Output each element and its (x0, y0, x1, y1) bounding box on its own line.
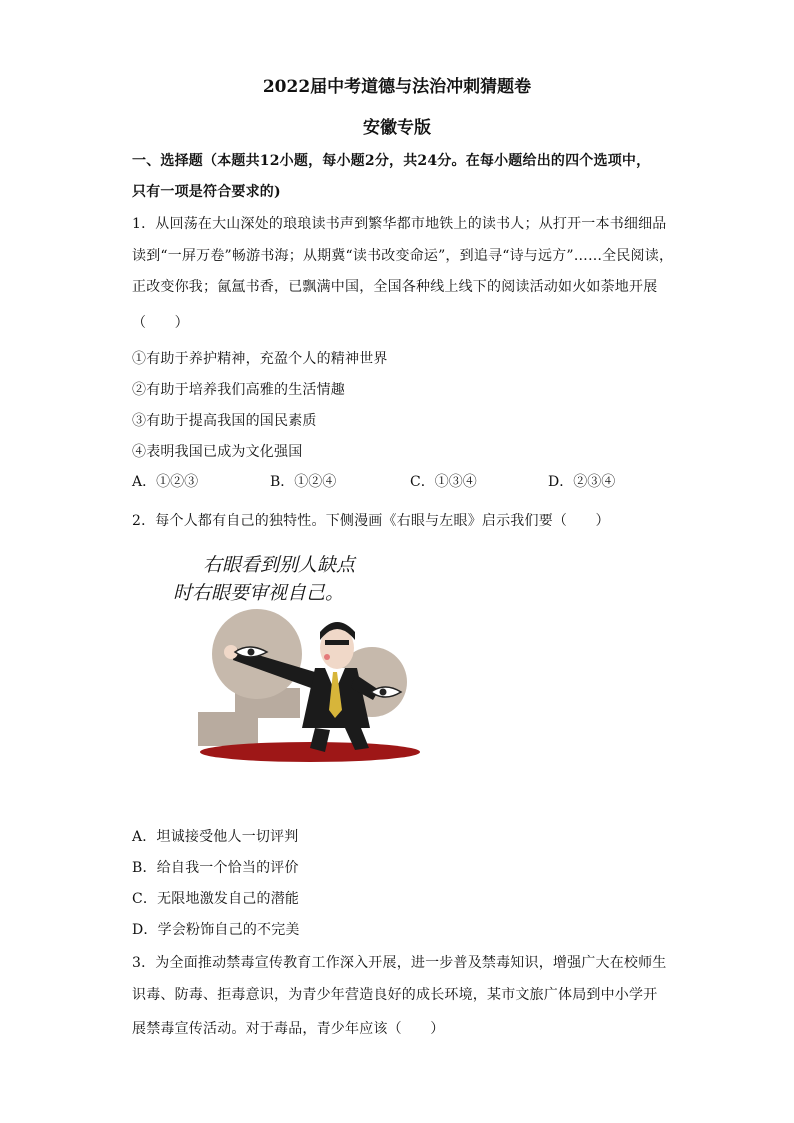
q3-stem-line1: 3．为全面推动禁毒宣传教育工作深入开展，进一步普及禁毒知识，增强广大在校师生 (132, 955, 667, 971)
q1-item-4: ④表明我国已成为文化强国 (132, 444, 303, 460)
section-heading-line2: 只有一项是符合要求的) (132, 184, 281, 200)
q2-option-a: A．坦诚接受他人一切评判 (132, 829, 299, 845)
cartoon-caption-line2: 时右眼要审视自己。 (173, 582, 345, 604)
q2-option-b: B．给自我一个恰当的评价 (132, 860, 299, 876)
q1-stem-line2: 读到“一屏万卷”畅游书海；从期冀“读书改变命运”，到追寻“诗与远方”……全民阅读， (132, 248, 674, 264)
section-heading-line1: 一、选择题（本题共12小题，每小题2分，共24分。在每小题给出的四个选项中， (132, 153, 651, 169)
q1-option-b: B．①②④ (270, 474, 337, 490)
q1-stem-line1: 1．从回荡在大山深处的琅琅读书声到繁华都市地铁上的读书人；从打开一本书细细品 (132, 216, 667, 232)
q1-item-2: ②有助于培养我们高雅的生活情趣 (132, 382, 345, 398)
q2-option-c: C．无限地激发自己的潜能 (132, 891, 300, 907)
q2-stem: 2．每个人都有自己的独特性。下侧漫画《右眼与左眼》启示我们要（ ） (132, 513, 610, 529)
q1-option-c: C．①③④ (410, 474, 477, 490)
q1-answer-blank: （ ） (132, 315, 189, 331)
q2-option-d: D．学会粉饰自己的不完美 (132, 922, 300, 938)
q3-stem-line3: 展禁毒宣传活动。对于毒品，青少年应该（ ） (132, 1021, 445, 1037)
q1-item-3: ③有助于提高我国的国民素质 (132, 413, 317, 429)
page-subtitle: 安徽专版 (363, 118, 431, 138)
page-title: 2022届中考道德与法治冲刺猜题卷 (262, 77, 532, 97)
cartoon-right-eye-left-eye (165, 540, 435, 790)
red-floor-ellipse (200, 742, 420, 762)
q1-stem-line3: 正改变你我；氤氲书香，已飘满中国，全国各种线上线下的阅读活动如火如荼地开展 (132, 279, 658, 295)
cartoon-caption-line1: 右眼看到别人缺点 (203, 554, 356, 576)
q3-stem-line2: 识毒、防毒、拒毒意识，为青少年营造良好的成长环境，某市文旅广体局到中小学开 (132, 987, 658, 1003)
q1-option-d: D．②③④ (548, 474, 616, 490)
q1-item-1: ①有助于养护精神，充盈个人的精神世界 (132, 351, 388, 367)
q1-option-a: A．①②③ (132, 474, 199, 490)
